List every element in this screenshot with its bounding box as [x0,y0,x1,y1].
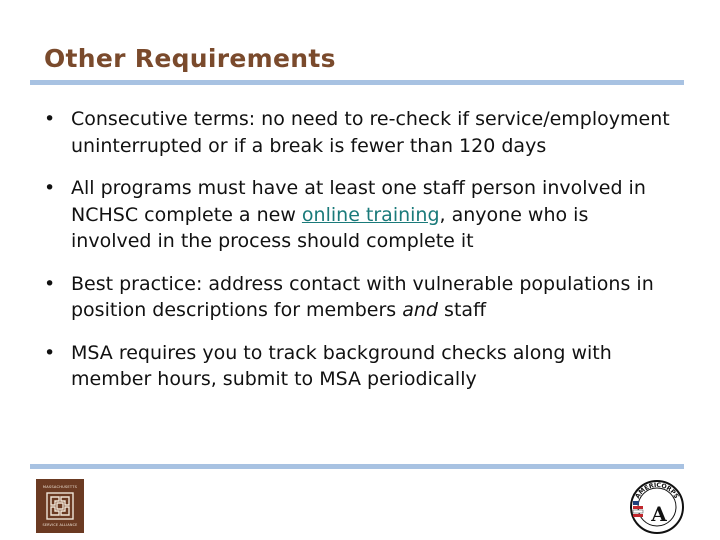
bullet-icon: • [44,108,56,130]
bullet-text-continued: staff [438,299,487,321]
service-alliance-logo [36,479,84,533]
emphasis-text: and [402,299,438,321]
bullet-text: Consecutive terms: no need to re-check if service/employment uninterrupted or if a break is fewer than 120 days [71,108,670,157]
online-training-link[interactable]: online training [301,203,440,226]
bullet-text: All programs must have at least one staff person involved in NCHSC complete a new [71,177,646,226]
logo-bottom-text: SERVICE ALLIANCE [42,523,78,527]
bullet-text-continued: , anyone who is involved in the process should complete it [71,203,589,252]
bullet-item-consecutive-terms [44,106,674,159]
bullet-text: Best practice: address contact with vulnerable populations in position descriptions for members [71,272,654,321]
americorps-letter: A [651,502,667,526]
bullet-list [44,106,674,409]
bullet-item-training [44,175,674,255]
maze-icon [45,491,75,521]
bullet-text: MSA requires you to track background checks along with member hours, submit to MSA periodically [71,341,612,390]
bullet-icon: • [44,177,56,199]
americorps-text: AMERICORPS [634,481,680,500]
bullet-icon: • [44,341,56,364]
logo-top-text: MASSACHUSETTS [42,485,78,489]
americorps-logo [629,479,685,535]
bullet-item-best-practice [44,271,674,324]
title-divider [30,80,684,85]
footer-divider [30,464,684,469]
slide-title: Other Requirements [44,44,336,73]
bullet-icon: • [44,272,56,295]
bullet-item-msa-tracking [44,340,674,393]
